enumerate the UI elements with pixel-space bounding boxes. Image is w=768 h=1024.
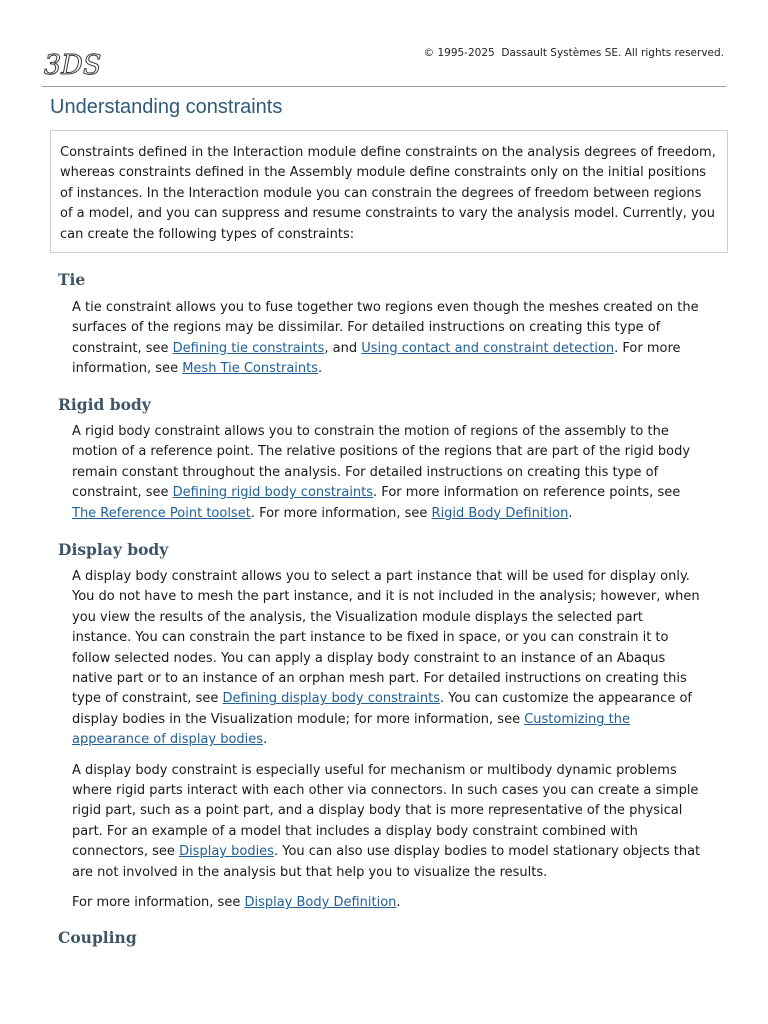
link-display-bodies[interactable]: Display bodies [179,844,274,860]
tie-paragraph: A tie constraint allows you to fuse together two regions even though the meshes created on the surfaces of the regions may be dissimilar. For detailed instructions on creating this type of constraint, see Defining tie constraints, and Using contact and constraint detection. For more information, see Mesh Tie Constraints. [72,300,699,377]
display-body-paragraph-3: For more information, see Display Body Definition. [72,895,401,911]
section-body-rigid-body [72,422,702,534]
section-body-display-body [72,567,702,924]
link-display-body-definition[interactable]: Display Body Definition [244,895,397,911]
display-body-paragraph-2: A display body constraint is especially useful for mechanism or multibody dynamic problems where rigid parts interact with each other via connectors. In such cases you can create a simple rigid part, such as a point part, and a display body that is more representative of the physical part. For an example of a model that includes a display body constraint combined with connectors, see Display bodies. You can also use display bodies to model stationary objects that are not involved in the analysis but that help you to visualize the results. [72,762,701,880]
section-title-tie: Tie [58,270,86,289]
page-header [42,40,726,87]
link-customizing-appearance-display-bodies[interactable]: Customizing the appearance of display bodies [72,711,631,748]
display-body-paragraph-1: A display body constraint allows you to select a part instance that will be used for display only. You do not have to mesh the part instance, and it is not included in the analysis; however, when you view the results of the analysis, the Visualization module displays the selected part instance. You can constrain the part instance to be fixed in space, or you can constrain it to follow selected nodes. You can apply a display body constraint to an instance of an Abaqus native part or to an instance of an orphan mesh part. For detailed instructions on creating this type of constraint, see Defining display body constraints. You can customize the appearance of display bodies in the Visualization module; for more information, see Customizing the appearance of display bodies. [72,569,700,748]
link-defining-rigid-body-constraints[interactable]: Defining rigid body constraints [172,485,374,501]
section-body-tie [72,298,702,390]
intro-box [50,130,728,253]
section-title-rigid-body: Rigid body [58,395,151,414]
3ds-logo [42,41,102,81]
svg-text:3DS: 3DS [44,50,102,81]
section-title-display-body: Display body [58,540,169,559]
link-defining-display-body-constraints[interactable]: Defining display body constraints [222,691,440,707]
section-title-coupling: Coupling [58,928,137,947]
rigid-body-paragraph: A rigid body constraint allows you to constrain the motion of regions of the assembly to the motion of a reference point. The relative positions of the regions that are part of the rigid body remain constant throughout the analysis. For detailed instructions on creating this type of constraint, see Defining rigid body constraints. For more information on reference points, see The Reference Point toolset. For more information, see Rigid Body Definition. [72,424,691,521]
link-mesh-tie-constraints[interactable]: Mesh Tie Constraints [182,361,319,377]
link-reference-point-toolset[interactable]: The Reference Point toolset [72,505,251,521]
copyright-notice: © 1995-2025 Dassault Systèmes SE. All rights reserved. [423,47,724,59]
page-title: Understanding constraints [50,96,283,118]
link-defining-tie-constraints[interactable]: Defining tie constraints [172,340,325,356]
intro-text: Constraints defined in the Interaction module define constraints on the analysis degrees of freedom, whereas constraints defined in the Assembly module define constraints only on the initial positions of instances. In the Interaction module you can constrain the degrees of freedom between regions of a model, and you can suppress and resume constraints to vary the analysis model. Currently, you can create the following types of constraints: [60,145,716,242]
link-rigid-body-definition[interactable]: Rigid Body Definition [431,505,569,521]
link-using-contact-and-constraint-detection[interactable]: Using contact and constraint detection [361,340,615,356]
